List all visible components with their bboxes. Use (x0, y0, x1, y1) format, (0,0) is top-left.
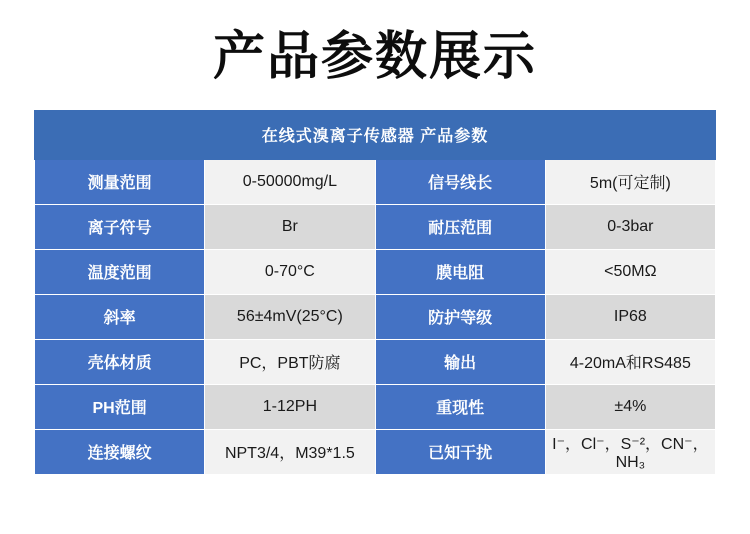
row-label-connection-thread: 连接螺纹 (35, 429, 205, 474)
row-value-protection-grade: IP68 (545, 294, 715, 339)
page-title: 产品参数展示 (212, 28, 537, 86)
spec-table-wrapper (34, 110, 716, 475)
row-label-ph-range: PH范围 (35, 384, 205, 429)
row-value-cable-length: 5m(可定制) (545, 159, 715, 204)
row-value-reproducibility: ±4% (545, 384, 715, 429)
row-value-pressure-range: 0-3bar (545, 204, 715, 249)
row-label-reproducibility: 重现性 (375, 384, 545, 429)
row-label-slope: 斜率 (35, 294, 205, 339)
table-row (35, 429, 716, 474)
row-label-ion-symbol: 离子符号 (35, 204, 205, 249)
row-value-membrane-resistance: <50MΩ (545, 249, 715, 294)
row-value-known-interference: I⁻，Cl⁻，S⁻²，CN⁻，NH₃ (545, 429, 715, 474)
row-label-measuring-range: 测量范围 (35, 159, 205, 204)
row-label-known-interference: 已知干扰 (375, 429, 545, 474)
table-row (35, 294, 716, 339)
table-row (35, 384, 716, 429)
row-value-slope: 56±4mV(25°C) (205, 294, 375, 339)
row-value-temperature-range: 0-70°C (205, 249, 375, 294)
row-value-output: 4-20mA和RS485 (545, 339, 715, 384)
row-label-output: 输出 (375, 339, 545, 384)
row-label-cable-length: 信号线长 (375, 159, 545, 204)
table-row (35, 339, 716, 384)
row-label-protection-grade: 防护等级 (375, 294, 545, 339)
row-label-temperature-range: 温度范围 (35, 249, 205, 294)
row-value-ion-symbol: Br (205, 204, 375, 249)
row-value-ph-range: 1-12PH (205, 384, 375, 429)
spec-table (34, 110, 716, 475)
table-row (35, 204, 716, 249)
spec-table-title: 在线式溴离子传感器 产品参数 (35, 110, 716, 159)
table-row (35, 159, 716, 204)
table-row (35, 249, 716, 294)
row-label-membrane-resistance: 膜电阻 (375, 249, 545, 294)
row-value-measuring-range: 0-50000mg/L (205, 159, 375, 204)
row-label-pressure-range: 耐压范围 (375, 204, 545, 249)
table-header-row (35, 110, 716, 159)
row-value-housing-material: PC，PBT防腐 (205, 339, 375, 384)
row-label-housing-material: 壳体材质 (35, 339, 205, 384)
row-value-connection-thread: NPT3/4，M39*1.5 (205, 429, 375, 474)
